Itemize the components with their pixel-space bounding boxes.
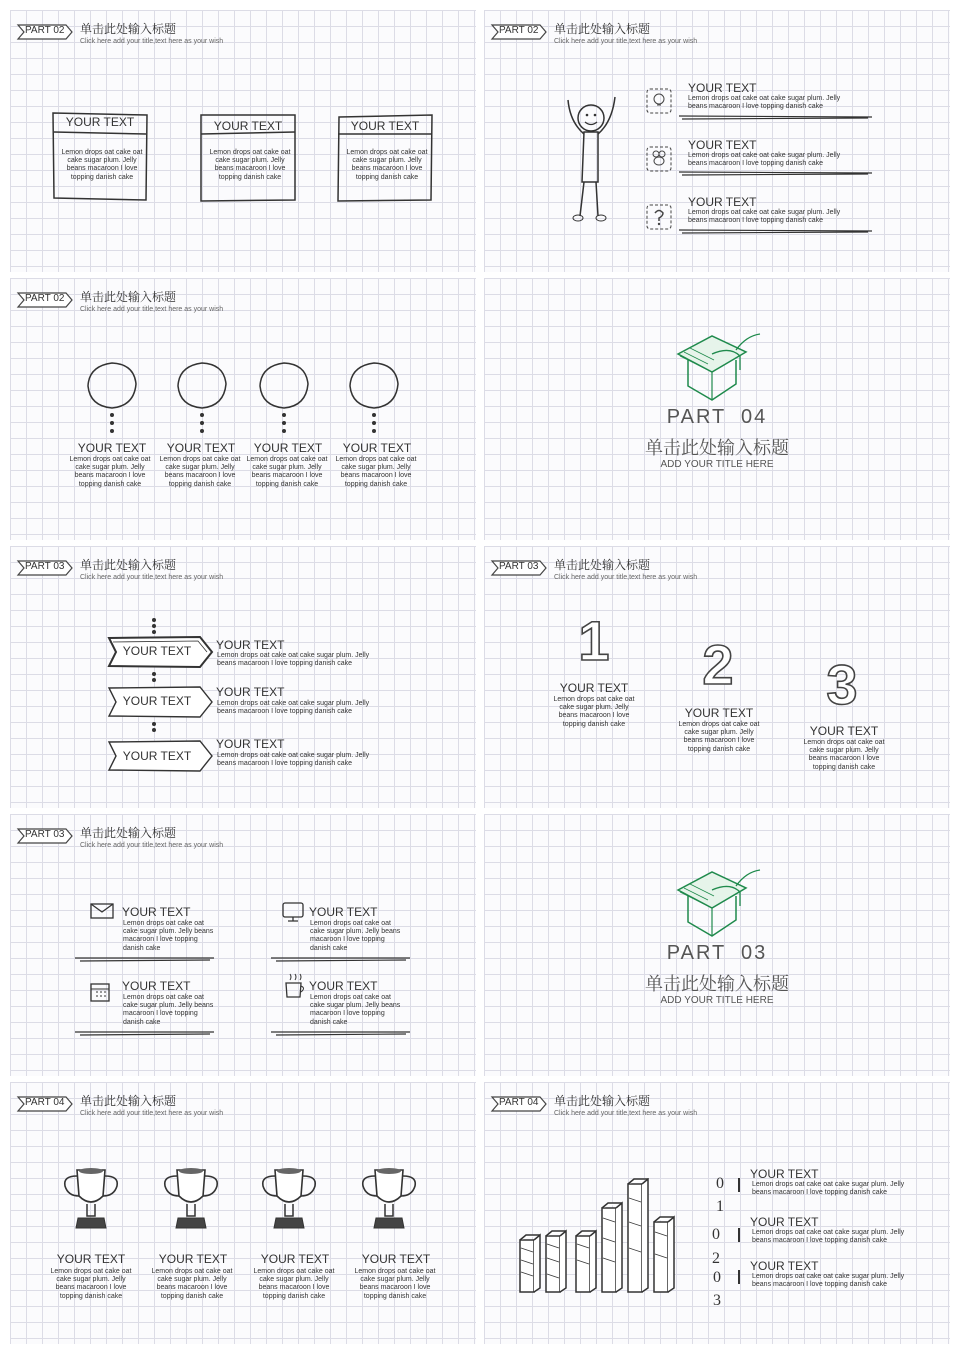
part-tag: PART 02 <box>16 22 72 40</box>
col-4-title: YOUR TEXT <box>342 441 412 455</box>
row-1-title: YOUR TEXT <box>216 638 285 652</box>
row-2-title: YOUR TEXT <box>216 685 285 699</box>
slide-title: 单击此处输入标题 <box>80 1094 177 1108</box>
slide-header <box>14 288 454 322</box>
item-1-text: Lemon drops oat cake oat cake sugar plum. Jelly beans macaroon I love topping danish cake <box>688 95 841 111</box>
q3-title: YOUR TEXT <box>122 979 191 993</box>
circle-1-icon <box>84 360 140 412</box>
bar-item-3-title: YOUR TEXT <box>750 1259 819 1273</box>
col-2-text: Lemon drops oat cake oat cake sugar plum. Jelly beans macaroon I love topping danish cake <box>159 456 241 488</box>
step-3-title: YOUR TEXT <box>809 724 879 738</box>
part-tag: PART 03 <box>16 558 72 576</box>
digit-3: 2 <box>712 1250 720 1267</box>
digit-2: 0 <box>712 1226 720 1243</box>
graduation-cap-icon <box>674 866 764 944</box>
envelope-icon <box>90 902 114 920</box>
trophy-1-text: Lemon drops oat cake oat cake sugar plum. Jelly beans macaroon I love topping danish cake <box>50 1268 132 1300</box>
part-tag: PART 03 <box>16 826 72 844</box>
slide-subtitle: Click here add your title,text here as your wish <box>80 38 224 45</box>
q2-text: Lemon drops oat cake oat cake sugar plum. Jelly beans macaroon I love topping danish cake <box>310 920 401 952</box>
slide-title: 单击此处输入标题 <box>80 558 177 572</box>
slide-9 <box>10 1082 476 1344</box>
sketch-bar-graphic <box>518 1178 688 1298</box>
col-4-text: Lemon drops oat cake oat cake sugar plum. Jelly beans macaroon I love topping danish cake <box>335 456 417 488</box>
bar-item-3-text: Lemon drops oat cake oat cake sugar plum. Jelly beans macaroon I love topping danish cake <box>752 1273 905 1289</box>
trophy-4-icon <box>358 1166 420 1234</box>
slide-header <box>488 1092 928 1126</box>
item-3-underline <box>678 228 874 234</box>
slide-title: 单击此处输入标题 <box>80 290 177 304</box>
step-1-number: 1 <box>578 609 610 672</box>
slide-subtitle: Click here add your title,text here as your wish <box>554 1110 698 1117</box>
q3-text: Lemon drops oat cake oat cake sugar plum. Jelly beans macaroon I love topping danish cake <box>123 994 214 1026</box>
card-1-title: YOUR TEXT <box>65 115 135 129</box>
graduation-cap-icon <box>674 330 764 408</box>
col-2-title: YOUR TEXT <box>166 441 236 455</box>
banner-1-label: YOUR TEXT <box>122 644 192 658</box>
slide-2 <box>484 10 950 272</box>
digit-5: 3 <box>713 1292 721 1309</box>
banner-3-label: YOUR TEXT <box>122 749 192 763</box>
circle-2-icon <box>174 360 230 412</box>
banner-2-label: YOUR TEXT <box>122 694 192 708</box>
part-tag: PART 03 <box>490 558 546 576</box>
dots-1 <box>109 412 115 434</box>
slide-title: 单击此处输入标题 <box>554 1094 651 1108</box>
dots-2 <box>199 412 205 434</box>
slide-5 <box>10 546 476 808</box>
item-2-title: YOUR TEXT <box>688 138 757 152</box>
bar-item-2-title: YOUR TEXT <box>750 1215 819 1229</box>
digit-0: 0 <box>716 1175 724 1192</box>
card-1-text: Lemon drops oat cake oat cake sugar plum. Jelly beans macaroon I love topping danish cake <box>61 149 143 181</box>
slide-7 <box>10 814 476 1076</box>
item-1-title: YOUR TEXT <box>688 81 757 95</box>
step-3-number: 3 <box>826 653 858 716</box>
separator-1 <box>738 1178 740 1192</box>
bar-item-1-text: Lemon drops oat cake oat cake sugar plum. Jelly beans macaroon I love topping danish cake <box>752 1181 905 1197</box>
section-subtitle: ADD YOUR TITLE HERE <box>660 995 774 1006</box>
trophy-1-title: YOUR TEXT <box>56 1252 126 1266</box>
trophy-2-text: Lemon drops oat cake oat cake sugar plum. Jelly beans macaroon I love topping danish cake <box>151 1268 233 1300</box>
slide-subtitle: Click here add your title,text here as your wish <box>80 306 224 313</box>
slide-header <box>14 20 454 54</box>
q1-title: YOUR TEXT <box>122 905 191 919</box>
circle-4-icon <box>346 360 402 412</box>
step-2-title: YOUR TEXT <box>684 706 754 720</box>
q2-title: YOUR TEXT <box>309 905 378 919</box>
slide-6 <box>484 546 950 808</box>
section-title: 单击此处输入标题 <box>645 438 789 458</box>
slide-subtitle: Click here add your title,text here as your wish <box>80 842 224 849</box>
slide-header <box>14 556 454 590</box>
step-2-text: Lemon drops oat cake oat cake sugar plum. Jelly beans macaroon I love topping danish cake <box>678 721 760 753</box>
section-title: 单击此处输入标题 <box>645 974 789 994</box>
section-label: PART 04 <box>666 406 768 428</box>
q2-underline <box>270 956 412 962</box>
q4-title: YOUR TEXT <box>309 979 378 993</box>
question-icon <box>646 204 672 230</box>
digit-4: 0 <box>713 1269 721 1286</box>
row-1-text: Lemon drops oat cake oat cake sugar plum. Jelly beans macaroon I love topping danish cake <box>217 652 370 668</box>
bar-item-2-text: Lemon drops oat cake oat cake sugar plum. Jelly beans macaroon I love topping danish cake <box>752 1229 905 1245</box>
slide-header <box>488 556 928 590</box>
bee-icon <box>646 146 672 172</box>
q1-text: Lemon drops oat cake oat cake sugar plum. Jelly beans macaroon I love topping danish cake <box>123 920 214 952</box>
slide-title: 单击此处输入标题 <box>80 826 177 840</box>
coffee-cup-icon <box>284 972 306 1000</box>
col-3-text: Lemon drops oat cake oat cake sugar plum. Jelly beans macaroon I love topping danish cake <box>246 456 328 488</box>
bar-item-1-title: YOUR TEXT <box>750 1167 819 1181</box>
calendar-icon <box>90 982 110 1002</box>
trophy-2-title: YOUR TEXT <box>158 1252 228 1266</box>
section-label: PART 03 <box>666 942 768 964</box>
slide-8 <box>484 814 950 1076</box>
slide-subtitle: Click here add your title,text here as your wish <box>554 38 698 45</box>
step-3-text: Lemon drops oat cake oat cake sugar plum. Jelly beans macaroon I love topping danish cake <box>803 739 885 771</box>
slide-header <box>488 20 928 54</box>
row-2-text: Lemon drops oat cake oat cake sugar plum. Jelly beans macaroon I love topping danish cake <box>217 700 370 716</box>
slide-3 <box>10 278 476 540</box>
trophy-4-title: YOUR TEXT <box>361 1252 431 1266</box>
digit-1: 1 <box>716 1198 724 1215</box>
trophy-1-icon <box>60 1166 122 1234</box>
card-2-text: Lemon drops oat cake oat cake sugar plum. Jelly beans macaroon I love topping danish cake <box>209 149 291 181</box>
separator-2 <box>738 1228 740 1242</box>
row-3-title: YOUR TEXT <box>216 737 285 751</box>
item-3-title: YOUR TEXT <box>688 195 757 209</box>
row-3-text: Lemon drops oat cake oat cake sugar plum. Jelly beans macaroon I love topping danish cake <box>217 752 370 768</box>
part-tag: PART 02 <box>16 290 72 308</box>
part-tag: PART 04 <box>16 1094 72 1112</box>
slide-title: 单击此处输入标题 <box>554 558 651 572</box>
trophy-3-text: Lemon drops oat cake oat cake sugar plum. Jelly beans macaroon I love topping danish cake <box>253 1268 335 1300</box>
slide-10 <box>484 1082 950 1344</box>
item-1-underline <box>678 114 874 120</box>
slide-subtitle: Click here add your title,text here as your wish <box>80 1110 224 1117</box>
col-1-title: YOUR TEXT <box>77 441 147 455</box>
trophy-2-icon <box>160 1166 222 1234</box>
slide-header <box>14 1092 454 1126</box>
separator-3 <box>738 1270 740 1284</box>
card-3-title: YOUR TEXT <box>350 119 420 133</box>
circle-3-icon <box>256 360 312 412</box>
trophy-4-text: Lemon drops oat cake oat cake sugar plum. Jelly beans macaroon I love topping danish cake <box>354 1268 436 1300</box>
trophy-3-icon <box>258 1166 320 1234</box>
monitor-icon <box>282 902 304 922</box>
q4-underline <box>270 1030 412 1036</box>
part-tag: PART 04 <box>490 1094 546 1112</box>
section-subtitle: ADD YOUR TITLE HERE <box>660 459 774 470</box>
slide-4 <box>484 278 950 540</box>
q4-text: Lemon drops oat cake oat cake sugar plum. Jelly beans macaroon I love topping danish cake <box>310 994 401 1026</box>
dots-4 <box>371 412 377 434</box>
slide-title: 单击此处输入标题 <box>554 22 651 36</box>
item-3-text: Lemon drops oat cake oat cake sugar plum. Jelly beans macaroon I love topping danish cake <box>688 209 841 225</box>
q3-underline <box>74 1030 216 1036</box>
slide-subtitle: Click here add your title,text here as your wish <box>554 574 698 581</box>
part-tag: PART 02 <box>490 22 546 40</box>
step-2-number: 2 <box>702 633 734 696</box>
lightbulb-icon <box>646 88 672 114</box>
item-2-underline <box>678 170 874 176</box>
card-3-text: Lemon drops oat cake oat cake sugar plum. Jelly beans macaroon I love topping danish cake <box>346 149 428 181</box>
trophy-3-title: YOUR TEXT <box>260 1252 330 1266</box>
col-3-title: YOUR TEXT <box>253 441 323 455</box>
step-1-title: YOUR TEXT <box>559 681 629 695</box>
col-1-text: Lemon drops oat cake oat cake sugar plum. Jelly beans macaroon I love topping danish cake <box>69 456 151 488</box>
slide-header <box>14 824 454 858</box>
item-2-text: Lemon drops oat cake oat cake sugar plum. Jelly beans macaroon I love topping danish cake <box>688 152 841 168</box>
card-2-title: YOUR TEXT <box>213 119 283 133</box>
slide-title: 单击此处输入标题 <box>80 22 177 36</box>
stick-figure-icon <box>560 92 620 224</box>
q1-underline <box>74 956 216 962</box>
slide-subtitle: Click here add your title,text here as your wish <box>80 574 224 581</box>
slide-1 <box>10 10 476 272</box>
dots-3 <box>281 412 287 434</box>
step-1-text: Lemon drops oat cake oat cake sugar plum. Jelly beans macaroon I love topping danish cake <box>553 696 635 728</box>
